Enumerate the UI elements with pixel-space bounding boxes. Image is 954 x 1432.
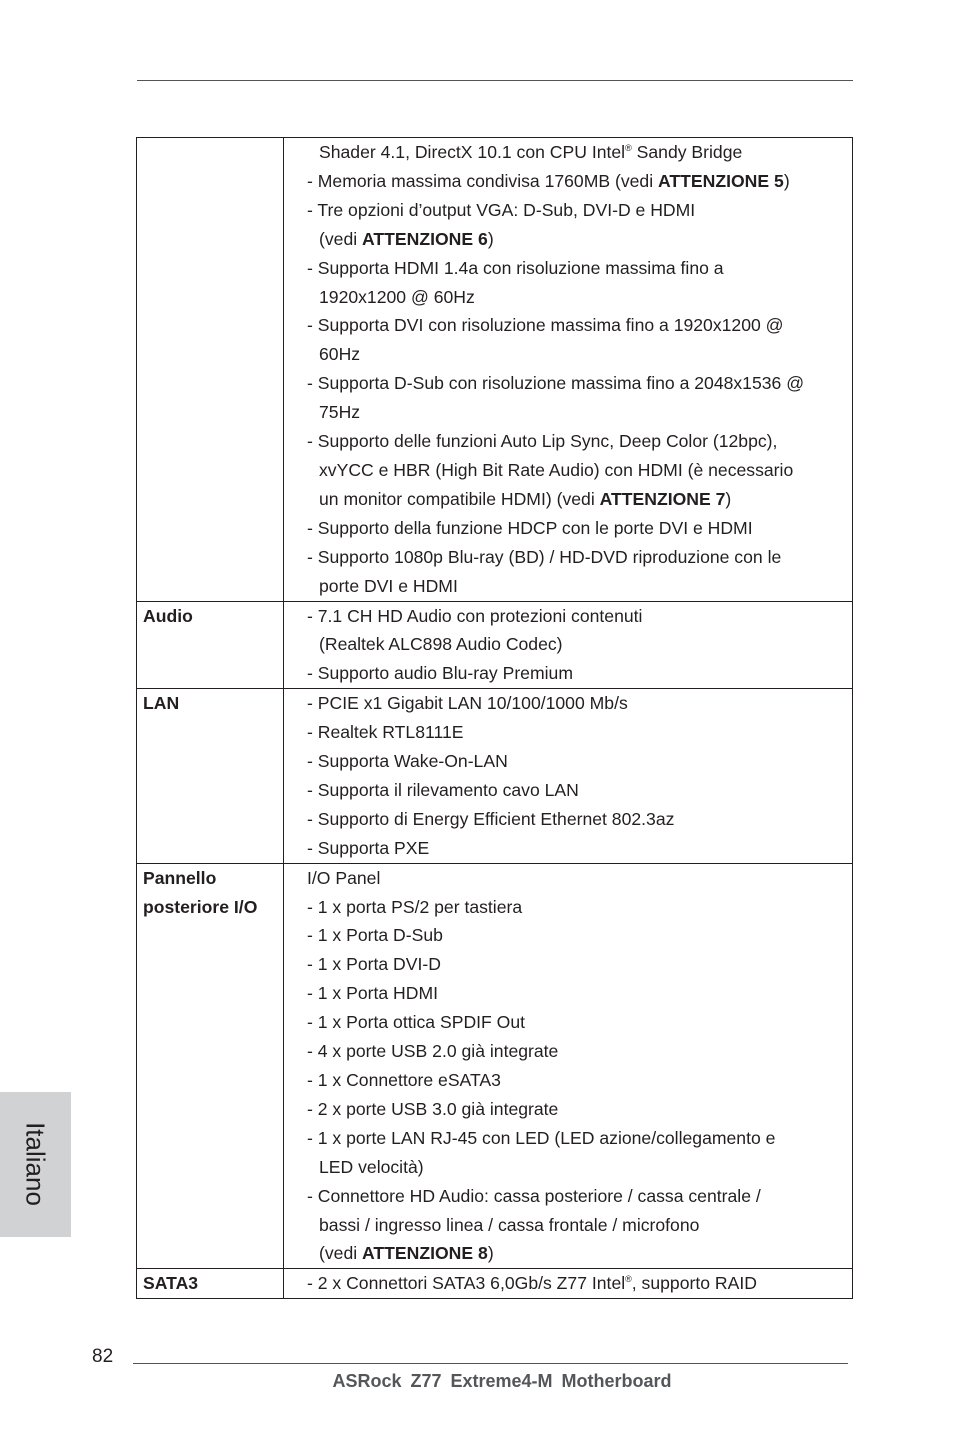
spec-line <box>307 921 850 950</box>
spec-line-text: 60Hz <box>319 344 361 365</box>
spec-line-text: - 1 x porte LAN RJ-45 con LED (LED azione/collegamento e <box>307 1127 776 1148</box>
spec-line-text: - Realtek RTL8111E <box>307 722 464 743</box>
attention-ref: ATTENZIONE 8 <box>362 1243 488 1264</box>
spec-line-text: I/O Panel <box>307 867 381 888</box>
registered-mark: ® <box>625 1274 632 1285</box>
spec-line-text: , supporto RAID <box>631 1273 757 1294</box>
spec-line-text: - Supporta il rilevamento cavo LAN <box>307 779 579 800</box>
spec-line <box>307 1269 850 1298</box>
spec-line <box>307 893 850 922</box>
spec-line <box>307 254 850 283</box>
spec-line-text: 1920x1200 @ 60Hz <box>319 286 475 307</box>
spec-line <box>307 718 850 747</box>
spec-label: posteriore I/O <box>143 896 258 917</box>
spec-content-cell <box>284 138 853 602</box>
spec-line-text: - 2 x Connettori SATA3 6,0Gb/s Z77 Intel <box>307 1273 626 1294</box>
spec-line-text: - Supporta DVI con risoluzione massima fino a 1920x1200 @ <box>307 315 784 336</box>
spec-table <box>136 137 853 1299</box>
spec-line-text: (vedi <box>319 1243 363 1264</box>
spec-line <box>307 1182 850 1211</box>
spec-line <box>307 1211 850 1240</box>
spec-row <box>137 863 853 1269</box>
spec-line-text: - Supporta Wake-On-LAN <box>307 751 508 772</box>
spec-line-text: ) <box>487 228 494 249</box>
spec-line-text: xvYCC e HBR (High Bit Rate Audio) con HDMI (è necessario <box>319 459 794 480</box>
spec-line-text: - PCIE x1 Gigabit LAN 10/100/1000 Mb/s <box>307 693 628 714</box>
spec-line-text: - Memoria massima condivisa 1760MB (vedi <box>307 170 659 191</box>
spec-line <box>307 630 850 659</box>
spec-line <box>307 427 850 456</box>
spec-row <box>137 689 853 863</box>
spec-line <box>307 456 850 485</box>
spec-row <box>137 138 853 602</box>
spec-line <box>307 283 850 312</box>
spec-label: LAN <box>143 693 180 714</box>
registered-mark: ® <box>625 143 632 154</box>
spec-line-text: - 1 x Porta DVI-D <box>307 954 441 975</box>
spec-label-cell <box>137 1269 284 1299</box>
spec-line <box>307 369 850 398</box>
spec-line <box>307 689 850 718</box>
spec-line-text: ) <box>783 170 790 191</box>
spec-line <box>307 514 850 543</box>
spec-line-text: - 1 x Connettore eSATA3 <box>307 1070 501 1090</box>
spec-line-text: un monitor compatibile HDMI) (vedi <box>319 488 600 509</box>
spec-line <box>307 485 850 514</box>
spec-line <box>307 1066 850 1095</box>
spec-content-cell <box>284 863 853 1269</box>
spec-line-text: ) <box>725 488 732 509</box>
spec-line-text: - Supporta D-Sub con risoluzione massima fino a 2048x1536 @ <box>307 373 805 394</box>
spec-label-cell <box>137 138 284 602</box>
spec-line-text: - Tre opzioni d’output VGA: D-Sub, DVI-D e HDMI <box>307 199 696 220</box>
spec-line <box>307 950 850 979</box>
spec-content-cell <box>284 1269 853 1299</box>
spec-line-text: Sandy Bridge <box>631 142 743 162</box>
spec-line-text: - 7.1 CH HD Audio con protezioni contenuti <box>307 605 643 626</box>
spec-line <box>307 340 850 369</box>
spec-line <box>307 225 850 254</box>
spec-line-text: - Supporto della funzione HDCP con le porte DVI e HDMI <box>307 517 753 538</box>
attention-ref: ATTENZIONE 6 <box>362 228 488 249</box>
spec-line-text: - Supporto audio Blu-ray Premium <box>307 663 573 684</box>
spec-label: Audio <box>143 605 193 626</box>
spec-line-text: - 1 x Porta HDMI <box>307 983 438 1004</box>
spec-line-text: Shader 4.1, DirectX 10.1 con CPU Intel <box>319 142 626 162</box>
spec-line <box>307 138 850 167</box>
spec-line <box>307 1037 850 1066</box>
attention-ref: ATTENZIONE 7 <box>599 488 726 509</box>
spec-label: Pannello <box>143 867 217 888</box>
spec-line-text: - Supporto delle funzioni Auto Lip Sync, Deep Color (12bpc), <box>307 431 778 452</box>
spec-line <box>307 572 850 601</box>
spec-line <box>307 1153 850 1182</box>
spec-line <box>307 543 850 572</box>
spec-line-text: - Supporto di Energy Efficient Ethernet 802.3az <box>307 808 675 829</box>
spec-line-text: 75Hz <box>319 402 361 423</box>
spec-line-text: porte DVI e HDMI <box>319 575 458 596</box>
spec-line <box>307 834 850 863</box>
spec-label: SATA3 <box>143 1273 199 1294</box>
spec-line-text: - 1 x Porta ottica SPDIF Out <box>307 1012 526 1033</box>
spec-line <box>307 776 850 805</box>
spec-line-text: - 1 x Porta D-Sub <box>307 925 443 946</box>
spec-row <box>137 1269 853 1299</box>
attention-ref: ATTENZIONE 5 <box>658 170 784 191</box>
spec-line <box>307 311 850 340</box>
bottom-rule <box>133 1363 848 1364</box>
top-rule <box>137 80 853 81</box>
spec-line-text: bassi / ingresso linea / cassa frontale / microfono <box>319 1214 700 1235</box>
page-number: 82 <box>92 1346 114 1367</box>
spec-line-text: - Connettore HD Audio: cassa posteriore / cassa centrale / <box>307 1185 761 1206</box>
spec-line-text: (vedi <box>319 228 363 249</box>
spec-line-text: - Supporto 1080p Blu-ray (BD) / HD-DVD riproduzione con le <box>307 546 782 567</box>
language-label: Italiano <box>20 1122 51 1206</box>
spec-line <box>307 864 850 893</box>
spec-line <box>307 1095 850 1124</box>
spec-line <box>307 398 850 427</box>
spec-line-text: - 2 x porte USB 3.0 già integrate <box>307 1098 559 1119</box>
spec-line-text: - Supporta HDMI 1.4a con risoluzione massima fino a <box>307 257 724 278</box>
spec-line <box>307 659 850 688</box>
spec-line-text: - 1 x porta PS/2 per tastiera <box>307 896 523 917</box>
spec-line-text: - 4 x porte USB 2.0 già integrate <box>307 1041 559 1062</box>
spec-label-cell <box>137 863 284 1269</box>
spec-label-cell <box>137 689 284 863</box>
footer-brand: ASRock Z77 Extreme4-M Motherboard <box>332 1371 672 1391</box>
spec-line <box>307 747 850 776</box>
spec-line-text: LED velocità) <box>319 1156 424 1177</box>
spec-line <box>307 805 850 834</box>
spec-line-text: (Realtek ALC898 Audio Codec) <box>319 634 563 655</box>
spec-row <box>137 601 853 689</box>
spec-line <box>307 1239 850 1268</box>
spec-line <box>307 167 850 196</box>
spec-line-text: ) <box>487 1243 494 1264</box>
spec-line <box>307 602 850 631</box>
spec-line <box>307 1124 850 1153</box>
language-side-tab <box>0 1092 71 1237</box>
spec-line <box>307 1008 850 1037</box>
spec-content-cell <box>284 601 853 689</box>
spec-line <box>307 979 850 1008</box>
spec-line <box>307 196 850 225</box>
spec-label-cell <box>137 601 284 689</box>
spec-table-body <box>137 138 853 1299</box>
spec-line-text: - Supporta PXE <box>307 837 430 858</box>
spec-content-cell <box>284 689 853 863</box>
